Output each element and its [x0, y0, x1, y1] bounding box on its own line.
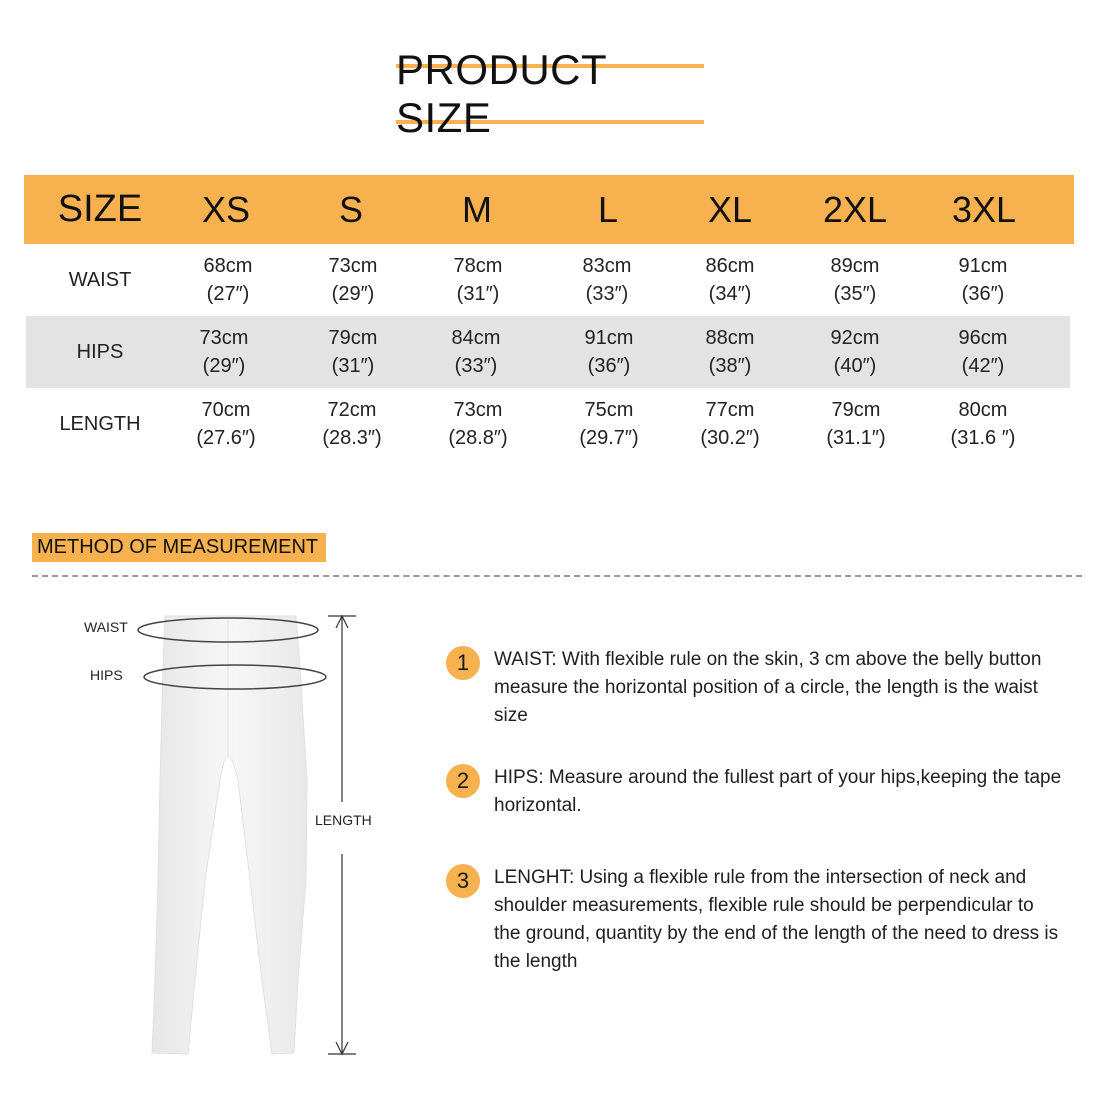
cell-cm: 68cm: [203, 255, 253, 277]
step-number-badge: 1: [446, 646, 480, 680]
row-label-hips: HIPS: [76, 340, 124, 363]
cell-inch: (34″): [708, 283, 752, 305]
size-header-xl: XL: [707, 188, 753, 230]
cell-inch: (29″): [331, 283, 375, 305]
row-label-length: LENGTH: [59, 412, 141, 435]
cell-cm: 79cm: [328, 327, 378, 349]
table-cell: [557, 244, 657, 316]
step-text: LENGHT: Using a flexible rule from the intersection of neck and shoulder measurements, flexible rule should be perpendicular to the ground, quantity by the end of the length of the need to dress is the length: [494, 867, 1059, 972]
leggings-illustration: [0, 580, 420, 1080]
cell-inch: (36″): [961, 283, 1005, 305]
cell-cm: 83cm: [582, 255, 632, 277]
table-cell: [680, 388, 780, 460]
table-cell: [428, 388, 528, 460]
cell-inch: (29.7″): [579, 427, 639, 449]
cell-cm: 73cm: [199, 327, 249, 349]
cell-cm: 80cm: [958, 399, 1008, 421]
cell-inch: (42″): [961, 355, 1005, 377]
cell-inch: (31″): [331, 355, 375, 377]
size-header-xs: XS: [201, 188, 251, 230]
table-cell: [933, 388, 1033, 460]
cell-cm: 89cm: [830, 255, 880, 277]
cell-cm: 79cm: [831, 399, 881, 421]
table-cell: [303, 316, 403, 388]
size-header-l: L: [597, 188, 619, 230]
figure-label-hips: HIPS: [90, 667, 123, 683]
step-text: HIPS: Measure around the fullest part of your hips,keeping the tape horizontal.: [494, 767, 1062, 816]
table-cell: [805, 316, 905, 388]
table-cell: [426, 316, 526, 388]
table-cell: [176, 388, 276, 460]
cell-cm: 75cm: [584, 399, 634, 421]
cell-inch: (31″): [456, 283, 500, 305]
leggings-shape: [152, 616, 307, 1054]
table-cell: [680, 316, 780, 388]
cell-inch: (28.3″): [322, 427, 382, 449]
step-number-badge: 3: [446, 864, 480, 898]
size-header-2xl: 2XL: [822, 188, 888, 230]
size-header-m: M: [462, 188, 492, 230]
size-header-s: S: [338, 188, 363, 230]
cell-cm: 96cm: [958, 327, 1008, 349]
cell-inch: (33″): [585, 283, 629, 305]
table-cell: [559, 388, 659, 460]
cell-inch: (35″): [833, 283, 877, 305]
size-header-3xl: 3XL: [951, 188, 1017, 230]
method-of-measurement-label: METHOD OF MEASUREMENT: [32, 533, 326, 562]
cell-inch: (27″): [206, 283, 250, 305]
table-cell: [933, 316, 1033, 388]
table-cell: [303, 244, 403, 316]
step-text: WAIST: With flexible rule on the skin, 3 cm above the belly button measure the horizontal position of a circle, the length is the waist size: [494, 649, 1042, 726]
cell-inch: (29″): [202, 355, 246, 377]
cell-cm: 91cm: [958, 255, 1008, 277]
table-cell: [806, 388, 906, 460]
size-table: [24, 175, 1074, 460]
dashed-divider: [32, 575, 1082, 577]
table-row-waist: [24, 244, 1074, 316]
leggings-figure: [0, 580, 420, 1080]
cell-inch: (27.6″): [196, 427, 256, 449]
cell-cm: 92cm: [830, 327, 880, 349]
table-cell: [680, 244, 780, 316]
cell-inch: (38″): [708, 355, 752, 377]
cell-cm: 84cm: [451, 327, 501, 349]
cell-cm: 86cm: [705, 255, 755, 277]
figure-label-waist: WAIST: [84, 619, 128, 635]
table-cell: [805, 244, 905, 316]
table-cell: [302, 388, 402, 460]
cell-inch: (28.8″): [448, 427, 508, 449]
cell-cm: 70cm: [201, 399, 251, 421]
cell-cm: 77cm: [705, 399, 755, 421]
cell-cm: 78cm: [453, 255, 503, 277]
step-number-badge: 2: [446, 764, 480, 798]
cell-inch: (31.6 ″): [950, 427, 1016, 449]
cell-inch: (40″): [833, 355, 877, 377]
cell-cm: 88cm: [705, 327, 755, 349]
page-title-text: PRODUCT SIZE: [396, 46, 607, 141]
cell-cm: 73cm: [453, 399, 503, 421]
row-label-waist: WAIST: [68, 268, 132, 291]
cell-inch: (30.2″): [700, 427, 760, 449]
figure-label-length: LENGTH: [315, 812, 372, 828]
table-cell: [178, 244, 278, 316]
table-cell: [933, 244, 1033, 316]
table-cell: [559, 316, 659, 388]
table-row-hips: [26, 316, 1070, 388]
cell-cm: 72cm: [327, 399, 377, 421]
table-cell: [428, 244, 528, 316]
size-header-label: SIZE: [57, 188, 143, 230]
table-cell: [174, 316, 274, 388]
cell-inch: (36″): [587, 355, 631, 377]
page-title: [396, 46, 704, 141]
size-table-header: [24, 175, 1074, 244]
cell-cm: 91cm: [584, 327, 634, 349]
cell-inch: (33″): [454, 355, 498, 377]
cell-cm: 73cm: [328, 255, 378, 277]
table-row-length: [24, 388, 1074, 460]
cell-inch: (31.1″): [826, 427, 886, 449]
